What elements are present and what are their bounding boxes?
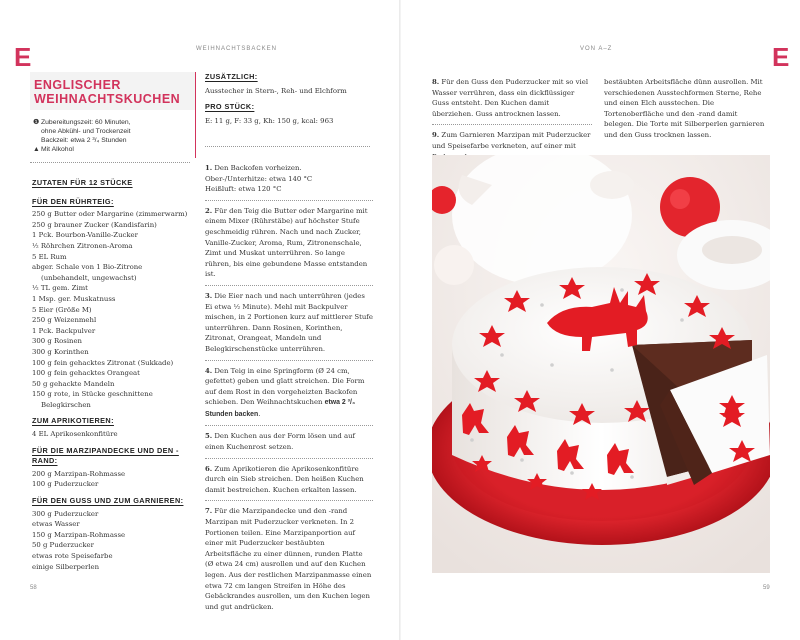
alcohol-triangle-icon: ▲ — [33, 146, 40, 153]
step-text: Den Kuchen aus der Form lösen und auf einen Kuchenrost setzen. — [205, 432, 356, 452]
meta-line: ohne Abkühl- und Trockenzeit — [41, 128, 131, 135]
left-page-number: 58 — [30, 585, 37, 591]
ingredient-item: 150 g rote, in Stücke geschnittene — [32, 390, 153, 399]
ingredient-section-heading: FÜR DEN RÜHRTEIG: — [32, 196, 114, 206]
divider — [205, 500, 373, 501]
divider — [432, 124, 592, 125]
step-text: Für den Guss den Puderzucker mit so viel Wasser verrühren, dass ein dickflüssiger Guss entsteht. Den Kuchen damit überziehen. Guss antrocknen lassen. — [432, 78, 589, 118]
divider — [205, 425, 373, 426]
step-4 — [205, 366, 373, 421]
ingredient-item: 250 g Butter oder Margarine (zimmerwarm) — [32, 210, 188, 219]
step-9-continued: bestäubten Arbeitsfläche dünn ausrollen. Mit verschiedenen Ausstechformen Sterne, Rehe und einen Elch ausstechen. Die Tortenoberfläche und den -rand damit belegen. Die Torte mit Silberperlen garnieren und den Guss trocknen lassen. — [604, 78, 765, 139]
ingredient-item: 1 Pck. Bourbon-Vanille-Zucker — [32, 231, 138, 240]
step-text: Zum Garnieren Marzipan mit Puderzucker und Speisefarbe verkneten, auf einer mit — [432, 131, 591, 150]
ingredient-item: 5 Eier (Größe M) — [32, 305, 92, 314]
extras-block — [205, 72, 375, 126]
ingredient-section-heading: ZUM APRIKOTIEREN: — [32, 416, 114, 426]
divider — [205, 458, 373, 459]
step-text: Den Teig in eine Springform (Ø 24 cm, gefettet) geben und glatt streichen. Die Form auf dem Rost in den vorgeheizten Backofen schieben. Den Weihnachtskuchen — [205, 366, 365, 407]
ingredient-item: 300 g Puderzucker — [32, 509, 99, 518]
nutrition-text: E: 11 g, F: 33 g, Kh: 150 g, kcal: 963 — [205, 116, 334, 125]
step-number: 1. — [205, 164, 213, 172]
ingredient-section — [32, 446, 197, 490]
left-index-letter: E — [14, 42, 32, 72]
step-5 — [205, 431, 373, 452]
divider — [205, 360, 373, 361]
divider — [205, 200, 373, 201]
ingredient-section-heading: FÜR DEN GUSS UND ZUM GARNIEREN: — [32, 496, 184, 506]
servings-heading: ZUTATEN FÜR 12 STÜCKE — [32, 178, 133, 187]
ingredient-item: 100 g fein gehacktes Orangeat — [32, 369, 140, 378]
step-8 — [432, 77, 592, 119]
ingredient-section-heading: FÜR DIE MARZIPANDECKE UND DEN -RAND: — [32, 445, 179, 466]
right-running-head: VON A–Z — [580, 46, 613, 52]
meta-bullet — [33, 127, 41, 136]
meta-bullet — [33, 136, 41, 145]
meta-line: Backzeit: etwa 2 ³/₄ Stunden — [41, 137, 127, 144]
recipe-title-box — [30, 72, 195, 110]
divider — [205, 146, 370, 147]
gutter — [399, 0, 401, 640]
step-text: Die Eier nach und nach unterrühren (jedes Ei etwa ½ Minute). Mehl mit Backpulver mischen, in 2 Portionen kurz auf mittlerer Stufe unterrühren. Dann Rosinen, Korinthen, Zitronat, Orangeat, Mandeln und Belegkirschenstücke unterrühren. — [205, 291, 373, 353]
step-6 — [205, 464, 373, 496]
step-text: Für den Teig die Butter oder Margarine mit einem Mixer (Rührstäbe) auf höchster Stufe geschmeidig rühren. Nach und nach Zucker, Vanille-Zucker, Aroma, Rum, Zitronenschale, Zimt und Muskat unterrühren. So lange rühren, bis eine gebundene Masse entstanden ist. — [205, 206, 368, 279]
step-number: 7. — [205, 507, 213, 516]
ingredient-item: 250 g Weizenmehl — [32, 316, 97, 325]
left-running-head: WEIHNACHTSBACKEN — [196, 46, 278, 52]
ingredient-item: 200 g Marzipan-Rohmasse — [32, 469, 126, 478]
ingredient-item: (unbehandelt, ungewachst) — [41, 273, 137, 282]
step-number: 2. — [205, 206, 213, 215]
ingredient-item: 300 g Korinthen — [32, 347, 89, 356]
nutrition-heading: PRO STÜCK: — [205, 102, 255, 112]
ingredient-item: 250 g brauner Zucker (Kandisfarin) — [32, 220, 157, 229]
step-text: Zum Aprikotieren die Aprikosenkonfitüre durch ein Sieb streichen. Den heißen Kuchen damit bestreichen. Kuchen erkalten lassen. — [205, 464, 364, 494]
ingredient-section — [32, 496, 197, 572]
recipe-meta — [33, 118, 193, 154]
step-2 — [205, 206, 373, 280]
ingredient-item: 5 EL Rum — [32, 252, 67, 261]
ingredient-item: 150 g Marzipan-Rohmasse — [32, 530, 126, 539]
ingredient-item: ½ Röhrchen Zitronen-Aroma — [32, 241, 133, 250]
cake-photo — [432, 155, 770, 573]
recipe-title-line-2: WEIHNACHTSKUCHEN — [34, 92, 181, 106]
ingredient-section — [32, 416, 197, 439]
right-index-letter: E — [772, 42, 790, 72]
ingredient-item: 100 g Puderzucker — [32, 480, 99, 489]
divider — [205, 285, 373, 286]
ingredient-item: 1 Pck. Backpulver — [32, 326, 96, 335]
cake-illustration — [432, 155, 770, 573]
ingredients-column — [32, 178, 197, 572]
ingredient-item: einige Silberperlen — [32, 562, 100, 571]
step-number: 4. — [205, 366, 213, 375]
ingredient-item: 50 g gehackte Mandeln — [32, 379, 115, 388]
ingredient-item: 4 EL Aprikosenkonfitüre — [32, 430, 118, 439]
steps-column — [205, 163, 373, 621]
clock-bullet-icon: ❶ — [33, 119, 40, 126]
step-text-end: . — [258, 409, 261, 418]
extra-text: Ausstecher in Stern-, Reh- und Elchform — [205, 86, 347, 95]
ingredient-item: 1 Msp. ger. Muskatnuss — [32, 294, 116, 303]
accent-rule — [195, 72, 196, 158]
ingredient-item: abger. Schale von 1 Bio-Zitrone — [32, 263, 143, 272]
step-number: 9. — [432, 131, 440, 140]
step-number: 3. — [205, 291, 213, 300]
step-3 — [205, 291, 373, 355]
ingredient-item: etwas rote Speisefarbe — [32, 552, 113, 560]
step-number: 8. — [432, 78, 440, 86]
step-number: 6. — [205, 464, 213, 473]
ingredient-item: 100 g fein gehacktes Zitronat (Sukkade) — [32, 358, 174, 367]
step-1 — [205, 163, 373, 195]
step-number: 5. — [205, 432, 213, 441]
right-page-number: 59 — [763, 585, 770, 591]
ingredient-item: etwas Wasser — [32, 520, 80, 529]
meta-line: Zubereitungszeit: 60 Minuten, — [41, 119, 131, 126]
ingredient-item: Belegkirschen — [41, 400, 91, 409]
ingredient-item: 300 g Rosinen — [32, 337, 82, 346]
step-text: Den Backofen vorheizen. Ober-/Unterhitze: etwa 140 °C Heißluft: etwa 120 °C — [205, 164, 313, 194]
step-7 — [205, 506, 373, 612]
ingredient-item: ½ TL gem. Zimt — [32, 284, 88, 293]
ingredient-section — [32, 197, 197, 411]
divider — [30, 162, 190, 163]
step-emphasis: etwa 2 ³/₄ Stunden backen — [205, 399, 356, 418]
step-text: Für die Marzipandecke und den -rand Marzipan mit Puderzucker verkneten. In 2 Portionen teilen. Eine Marzipanportion auf einer mit Puderzucker bestäubten Arbeitsfläche zu einer dünnen, runden Platte (Ø etwa 24 cm) ausrollen und auf den Kuchen legen. Aus der restlichen Marzipanmasse einen etwa 72 cm langen Streifen in Höhe des Gebäckrandes ausrollen, um den Kuchen legen und gut andrücken. — [205, 507, 372, 611]
extra-heading: ZUSÄTZLICH: — [205, 72, 258, 81]
recipe-title-line-1: ENGLISCHER — [34, 78, 121, 92]
meta-line: Mit Alkohol — [41, 146, 74, 153]
ingredient-item: 50 g Puderzucker — [32, 541, 94, 550]
